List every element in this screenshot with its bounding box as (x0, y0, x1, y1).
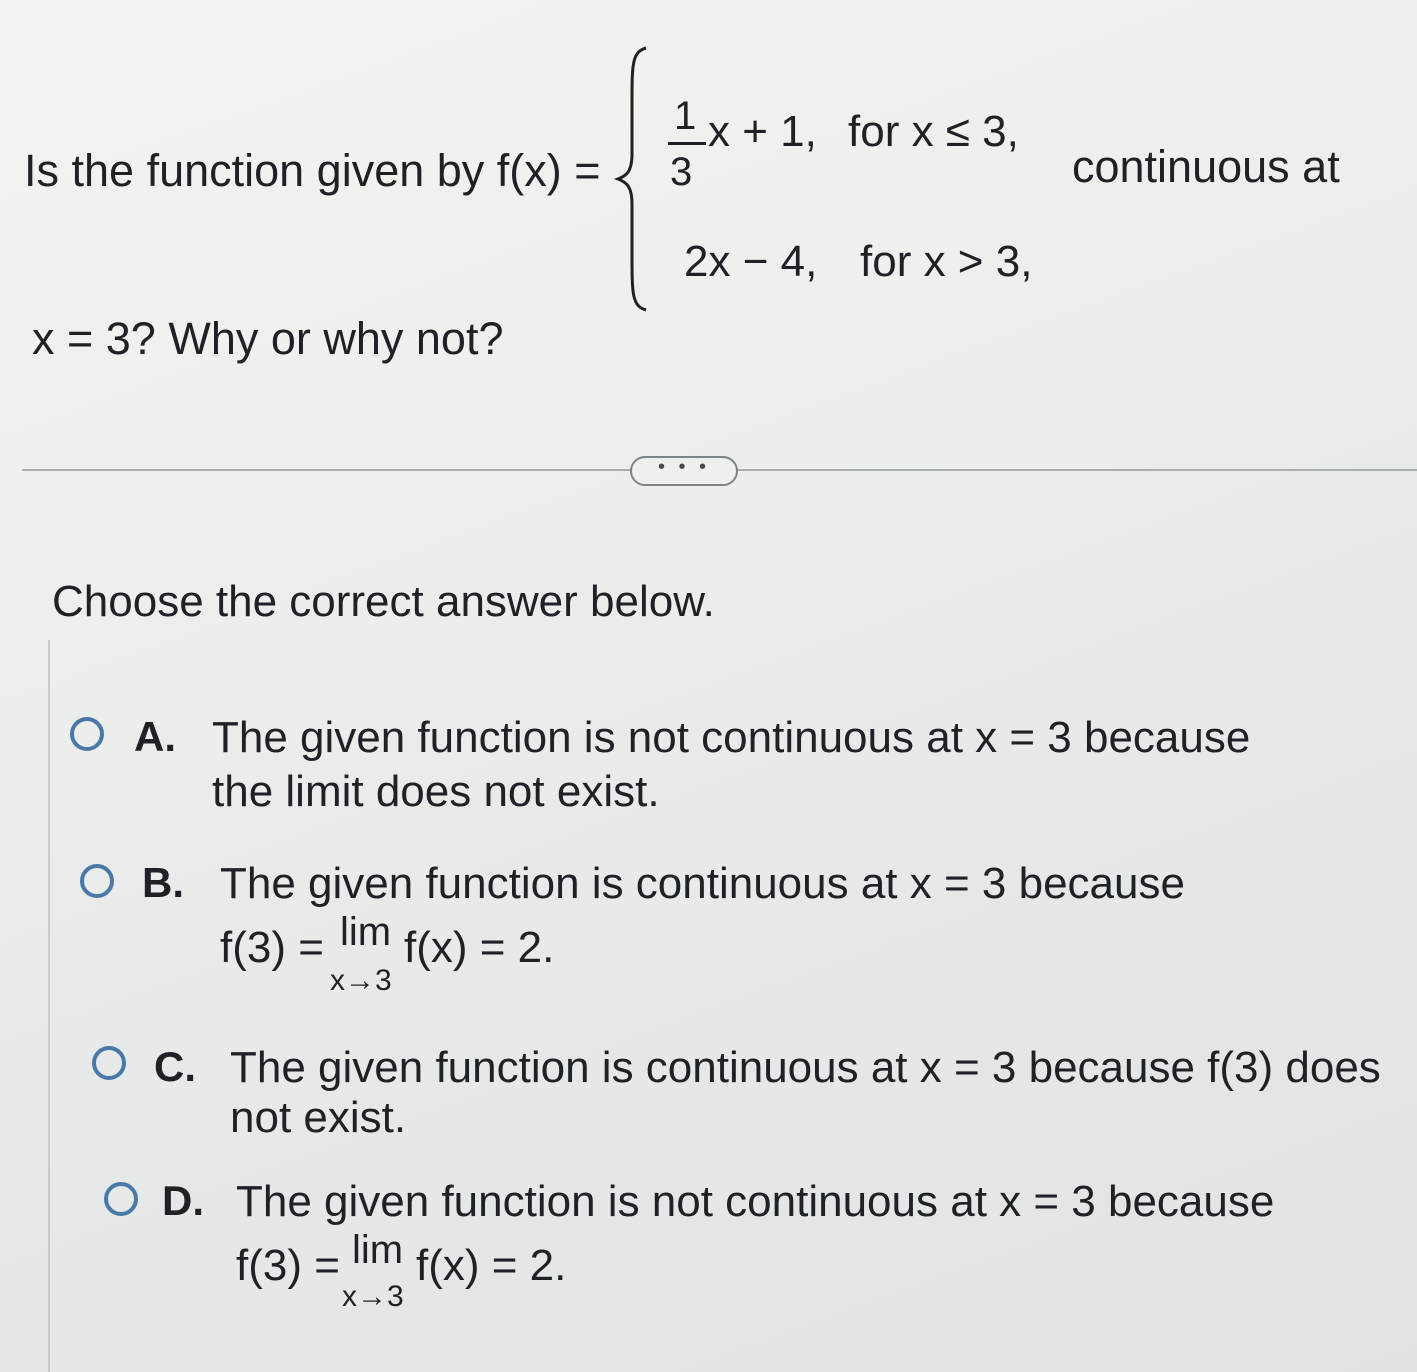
fraction-numerator: 1 (674, 94, 697, 138)
option-b-lim: lim (340, 910, 392, 954)
option-b-letter: B. (142, 859, 184, 906)
option-b-line1[interactable]: The given function is continuous at x = 3 because (220, 859, 1185, 908)
option-a-line2[interactable]: the limit does not exist. (212, 767, 660, 816)
page-edge (48, 640, 50, 1372)
piece1-condition: for x ≤ 3, (848, 107, 1019, 156)
option-a-line1[interactable]: The given function is not continuous at x = 3 because (212, 713, 1251, 762)
option-b-lim-subscript: x→3 (330, 964, 392, 997)
fraction-bar (668, 142, 706, 145)
option-d-letter: D. (162, 1177, 204, 1224)
question-line2: x = 3? Why or why not? (32, 313, 504, 364)
option-d-line1[interactable]: The given function is not continuous at x = 3 because (236, 1177, 1275, 1226)
piece2-expression: 2x − 4, (684, 237, 818, 286)
ellipsis-icon: • • • (657, 456, 711, 478)
option-c-line2[interactable]: not exist. (230, 1093, 407, 1142)
option-d-lim: lim (352, 1228, 404, 1272)
piecewise-brace (612, 44, 652, 314)
option-d-lhs[interactable]: f(3) = (236, 1241, 340, 1290)
question-suffix: continuous at (1072, 141, 1340, 192)
option-d-rhs[interactable]: f(x) = 2. (416, 1241, 567, 1290)
option-c-line1[interactable]: The given function is continuous at x = 3 because f(3) does (230, 1043, 1381, 1092)
instruction-text: Choose the correct answer below. (52, 577, 715, 626)
option-d-radio[interactable] (104, 1182, 138, 1216)
option-a-radio[interactable] (70, 717, 104, 751)
option-c-letter: C. (154, 1043, 196, 1090)
piece1-expression: x + 1, (708, 107, 817, 156)
question-prefix: Is the function given by f(x) = (24, 145, 601, 196)
option-b-lhs[interactable]: f(3) = (220, 923, 324, 972)
option-c-radio[interactable] (92, 1046, 126, 1080)
option-b-rhs[interactable]: f(x) = 2. (404, 923, 555, 972)
more-options-button[interactable] (630, 456, 738, 486)
piece2-condition: for x > 3, (860, 237, 1033, 286)
option-b-radio[interactable] (80, 864, 114, 898)
option-d-lim-subscript: x→3 (342, 1280, 404, 1313)
option-a-letter: A. (134, 713, 176, 760)
fraction-denominator: 3 (670, 150, 693, 194)
